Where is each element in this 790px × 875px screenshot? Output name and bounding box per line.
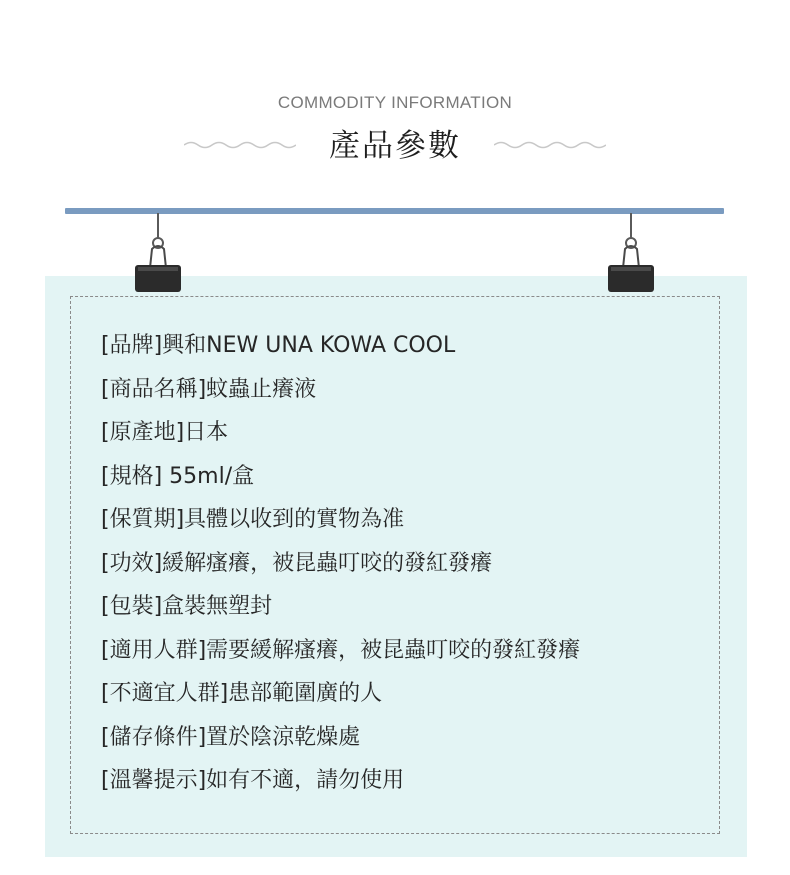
spec-origin: [原產地]日本 bbox=[101, 420, 229, 445]
spec-packaging: [包裝]盒裝無塑封 bbox=[101, 594, 273, 619]
section-subtitle: COMMODITY INFORMATION bbox=[277, 93, 513, 112]
spec-tips: [溫馨提示]如有不適，請勿使用 bbox=[101, 768, 405, 793]
spec-product-name: [商品名稱]蚊蟲止癢液 bbox=[101, 376, 317, 402]
spec-suitable-for: [適用人群]需要緩解瘙癢，被昆蟲叮咬的發紅發癢 bbox=[101, 637, 581, 663]
section-title-row bbox=[0, 124, 790, 168]
spec-storage: [儲存條件]置於陰涼乾燥處 bbox=[101, 724, 361, 750]
spec-list bbox=[101, 328, 580, 807]
wave-decoration-right bbox=[494, 139, 606, 151]
section-title: 產品參數 bbox=[329, 128, 461, 164]
binder-clip-icon-left bbox=[133, 213, 183, 295]
spec-not-suitable-for: [不適宜人群]患部範圍廣的人 bbox=[101, 681, 383, 706]
binder-clip-icon-right bbox=[606, 213, 656, 295]
spec-shelf-life: [保質期]具體以收到的實物為准 bbox=[101, 507, 405, 532]
spec-size: [規格] 55ml/盒 bbox=[101, 463, 255, 489]
spec-effect: [功效]緩解瘙癢，被昆蟲叮咬的發紅發癢 bbox=[101, 550, 493, 576]
spec-brand: [品牌]興和NEW UNA KOWA COOL bbox=[101, 333, 456, 358]
